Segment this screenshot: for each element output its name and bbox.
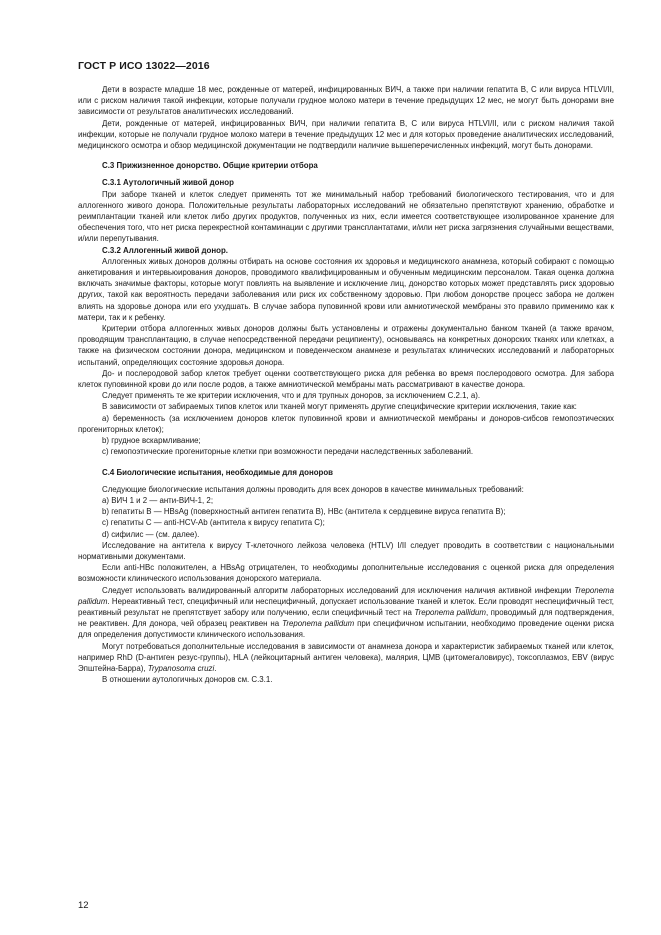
text-run: Могут потребоваться дополнительные исследования в зависимости от анамнеза донора и характеристик забираемых тканей или клеток, например RhD (D-антиген резус-группы), HLA (лейкоцитарный антиген человека), малярия, ЦМВ (цитомегаловирус), токсоплазмоз, EBV (вирус Эпштейна-Барра),: [78, 641, 614, 673]
paragraph: Следует применять те же критерии исключения, что и для трупных доноров, за исключением С.2.1, а).: [102, 391, 481, 401]
list-item: b) гепатиты В — HBsAg (поверхностный антиген гепатита В), HBc (антитела к сердцевине вируса гепатита В);: [102, 507, 506, 517]
paragraph: При заборе тканей и клеток следует применять тот же минимальный набор требований биологического тестирования, что и для аллогенного живого донора. Положительные результаты лабораторных исследований не обязательно препятствуют хранению, обработке и реимплантации тканей или клеток либо других продуктов, полученных из них, если имеется соответствующее изолированное хранение для обеспечения того, что нет риска перекрестной контаминации с другими трансплантатами, и/или нет риска загрязнения случайными веществами, и/или перепутывания.: [78, 189, 614, 244]
paragraph: Если anti-HBc положителен, а HBsAg отрицателен, то необходимы дополнительные исследования с оценкой риска для определения возможности клинического использования донорского материала.: [78, 563, 614, 584]
text-run: . Нереактивный тест, специфичный или неспецифичный, допускает использование тканей и клеток. Если проводят неспецифичный тест, реактивный результат не препятствует забору или получению, если специфичный тест на: [78, 596, 614, 617]
list-item: с) гемопоэтические прогениторные клетки при возможности передачи наследственных заболеваний.: [102, 447, 474, 457]
list-item: b) грудное вскармливание;: [102, 436, 201, 446]
paragraph-additional-tests: [78, 641, 614, 675]
section-heading-c4: С.4 Биологические испытания, необходимые для доноров: [102, 467, 334, 477]
paragraph: Аллогенных живых доноров должны отбирать на основе состояния их здоровья и медицинского анамнеза, который собирают с помощью анкетирования и интервьюирования доноров, проводимого квалифицированным и обученным медицинским персоналом. Такая оценка должна включать значимые факторы, которые могут повлиять на выявление и исключение лиц, донорство которых может представлять риск здоровью других, такой как вероятность передачи заболевания или риск их собственному здоровью. При любом донорстве процесс забора не должен влиять на здоровье донора или его ухудшать. В случае забора пуповинной крови или амниотической мембраны это правило применимо как к матери, так и к ребенку.: [78, 256, 614, 322]
list-item: d) сифилис — (см. далее).: [102, 529, 200, 539]
paragraph: Исследование на антитела к вирусу Т-клеточного лейкоза человека (HTLV) I/II следует проводить в соответствии с национальными нормативными документами.: [78, 540, 614, 561]
paragraph: Дети, рожденные от матерей, инфицированных ВИЧ, при наличии гепатита В, С или вируса HTLVI/II, или с риском наличия такой инфекции, которые не получали грудное молоко матери в течение предыдущих 12 мес и для которых проведение аналитических исследований, медицинского осмотра и обзор медицинской документации не подтвердили наличие вышеперечисленных инфекций, могут быть донорами.: [78, 118, 614, 151]
page-number: 12: [78, 900, 89, 911]
list-item: а) ВИЧ 1 и 2 — анти-ВИЧ-1, 2;: [102, 495, 214, 505]
italic-term: Treponema pallidum: [78, 585, 614, 606]
paragraph: Критерии отбора аллогенных живых доноров должны быть установлены и отражены документально банком тканей (а также врачом, проводящим трансплантацию, в случае непосредственной передачи реципиенту), основываясь на конкретных донорских тканях или клетках, а также на физическом состоянии донора, медицинском и поведенческом анамнезе и результатах клинических исследований и лабораторных испытаний, определяющих состояние здоровья донора.: [78, 324, 614, 367]
subsection-heading-c31: С.3.1 Аутологичный живой донор: [102, 178, 234, 188]
text-run: .: [214, 663, 217, 673]
text-run: при специфичном испытании, необходимо проведение оценки риска для определения допустимости клинического использования.: [78, 619, 614, 640]
document-body: [78, 84, 614, 685]
paragraph: В зависимости от забираемых типов клеток или тканей могут применять другие специфические критерии исключения, такие как:: [102, 402, 577, 412]
italic-term: Trypanosoma cruzi: [147, 663, 215, 673]
list-item: с) гепатиты С — anti-HCV-Ab (антитела к вирусу гепатита С);: [102, 518, 325, 528]
paragraph: До- и послеродовой забор клеток требует оценки соответствующего риска для ребенка во время послеродового осмотра. Для забора клеток пуповинной крови до или после родов, а также амниотической мембраны мать рассматривают в качестве донора.: [78, 368, 614, 390]
text-run: Следует использовать валидированный алгоритм лабораторных исследований для исключения наличия активной инфекции: [102, 585, 575, 595]
section-heading-c3: С.3 Прижизненное донорство. Общие критерии отбора: [102, 161, 318, 171]
italic-term: Treponema pallidum: [282, 619, 355, 629]
paragraph: Следующие биологические испытания должны проводить для всех доноров в качестве минимальных требований:: [102, 484, 524, 494]
paragraph: Дети в возрасте младше 18 мес, рожденные от матерей, инфицированных ВИЧ, а также при наличии гепатита В, С или вируса HTLVI/II, или с риском наличия такой инфекции, которые получали грудное молоко матери в течение предыдущих 12 мес, не могут быть донорами вне зависимости от результатов аналитических исследований.: [78, 85, 614, 117]
paragraph: В отношении аутологичных доноров см. С.3.1.: [102, 675, 273, 685]
subsection-heading-c32: С.3.2 Аллогенный живой донор.: [102, 245, 228, 255]
paragraph-syphilis-testing: [78, 585, 614, 641]
document-header: ГОСТ Р ИСО 13022—2016: [78, 60, 210, 72]
text-run: , проводимый для подтверждения, не реактивен. Для донора, чей образец реактивен на: [78, 607, 615, 629]
italic-term: Treponema pallidum: [414, 607, 486, 617]
list-item: а) беременность (за исключением доноров клеток пуповинной крови и амниотической мембраны и доноров-сибсов гемопоэтических прогениторных клеток);: [78, 413, 614, 434]
